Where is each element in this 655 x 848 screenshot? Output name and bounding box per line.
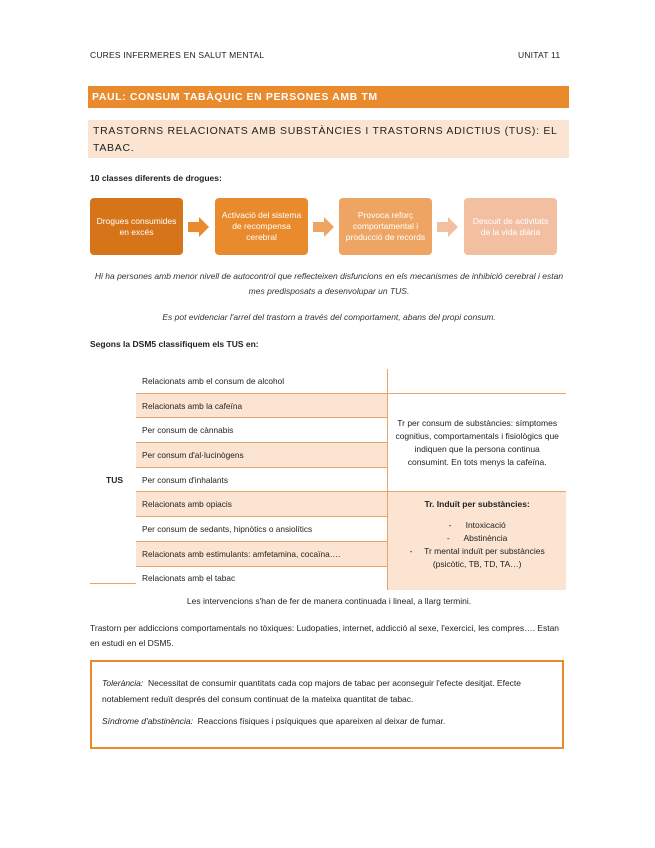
behavioral-addictions-note: Trastorn per addiccions comportamentals no tòxiques: Ludopaties, internet, addicció al sexe, l'exercici, les compres…. Estan en estudi en el DSM5. xyxy=(90,623,560,648)
flow-step-3 xyxy=(339,198,432,255)
drug-classes-intro: 10 classes diferents de drogues: xyxy=(90,173,222,183)
flow-step-2 xyxy=(215,198,308,255)
tus-row-label: Per consum d'al·lucinògens xyxy=(142,449,244,460)
tus-row-label: Relacionats amb la cafeïna xyxy=(142,400,243,411)
document-header-right: UNITAT 11 xyxy=(518,50,561,60)
italic-note-1: Hi ha persones amb menor nivell de autocontrol que reflecteixen disfuncions en els mecanismes de inhibició cerebral i estan mes predisposats a desenvolupar un TUS. xyxy=(94,271,564,296)
withdrawal-term: Síndrome d'abstinència: xyxy=(102,716,193,726)
definitions-box xyxy=(90,660,564,749)
section-banner: PAUL: CONSUM TABÀQUIC EN PERSONES AMB TM xyxy=(88,86,569,108)
table-row xyxy=(136,443,388,468)
substance-induced-item-text: Intoxicació xyxy=(465,520,506,531)
table-row xyxy=(136,467,388,492)
dsm-intro: Segons la DSM5 classifiquem els TUS en: xyxy=(90,339,259,349)
tus-row-label: Relacionats amb opiacis xyxy=(142,499,232,510)
substance-induced-item-text: Tr mental induït per substàncies (psicòtic, TB, TD, TA…) xyxy=(424,546,545,570)
substance-induced-disorder-cell xyxy=(388,492,566,590)
flow-arrow-2-icon xyxy=(313,216,335,238)
tolerance-text: Necessitat de consumir quantitats cada cop majors de tabac per aconseguir l'efecte desitjat. Efecte notablement reduït després del consum continuat de la mateixa quantitat de tabac. xyxy=(102,678,522,704)
table-row xyxy=(136,369,388,393)
withdrawal-definition xyxy=(102,713,552,729)
withdrawal-text: Reaccions físiques i psíquiques que apareixen al deixar de fumar. xyxy=(197,716,446,726)
italic-note-2: Es pot evidenciar l'arrel del trastorn a través del comportament, abans del propi consum. xyxy=(162,312,496,322)
table-row xyxy=(136,566,388,590)
tus-row-label: Per consum de cànnabis xyxy=(142,425,234,436)
substance-induced-item-text: Abstinència xyxy=(463,533,508,544)
tus-row-label: Per consum d'inhalants xyxy=(142,474,228,485)
flow-arrow-1-icon xyxy=(188,216,210,238)
substance-induced-item-1: - Intoxicació xyxy=(448,520,506,531)
section-subtitle: TRASTORNS RELACIONATS AMB SUBSTÀNCIES I TRASTORNS ADICTIUS (TUS): EL TABAC. xyxy=(88,120,569,158)
interventions-note: Les intervencions s'han de fer de manera continuada i lineal, a llarg termini. xyxy=(186,596,472,606)
flow-arrow-3-icon xyxy=(437,216,459,238)
substance-induced-item-3: - Tr mental induït per substàncies (psicòtic, TB, TD, TA…) xyxy=(409,546,545,570)
tus-side-label: TUS xyxy=(106,475,123,485)
flow-step-4-label: Descuit de activitats de la vida diària xyxy=(472,215,549,237)
table-row xyxy=(136,517,388,542)
tolerance-definition xyxy=(102,675,552,707)
tus-row-label: Relacionats amb el tabac xyxy=(142,573,236,584)
tus-table xyxy=(136,369,566,590)
flow-step-1 xyxy=(90,198,183,255)
flow-step-2-label: Activació del sistema de recompensa cerebral xyxy=(221,210,302,242)
table-row xyxy=(136,418,388,443)
substance-use-disorder-cell xyxy=(388,393,566,492)
tolerance-term: Tolerància: xyxy=(102,678,144,688)
table-row xyxy=(136,393,388,418)
table-spacer-cell xyxy=(388,369,566,393)
table-row xyxy=(136,541,388,566)
flow-step-3-label: Provoca reforç comportamental i producció de records xyxy=(345,210,426,242)
document-header-left: CURES INFERMERES EN SALUT MENTAL xyxy=(90,50,265,60)
substance-use-disorder-text: Tr per consum de substàncies: símptomes cognitius, comportamentals i fisiològics que indiquen que la persona continua consumint. En tots menys la cafeïna. xyxy=(395,417,559,467)
substance-induced-item-2: - Abstinència xyxy=(446,533,508,544)
tus-row-label: Relacionats amb el consum de alcohol xyxy=(142,375,285,386)
flow-step-1-label: Drogues consumides en excés xyxy=(96,215,177,237)
substance-induced-title: Tr. Induït per substàncies: xyxy=(424,499,530,510)
tus-row-label: Per consum de sedants, hipnòtics o ansiolítics xyxy=(142,523,313,534)
table-row xyxy=(136,492,388,517)
flow-step-4 xyxy=(464,198,557,255)
table-left-underline xyxy=(90,583,136,584)
tus-row-label: Relacionats amb estimulants: amfetamina, cocaïna…. xyxy=(142,548,341,559)
